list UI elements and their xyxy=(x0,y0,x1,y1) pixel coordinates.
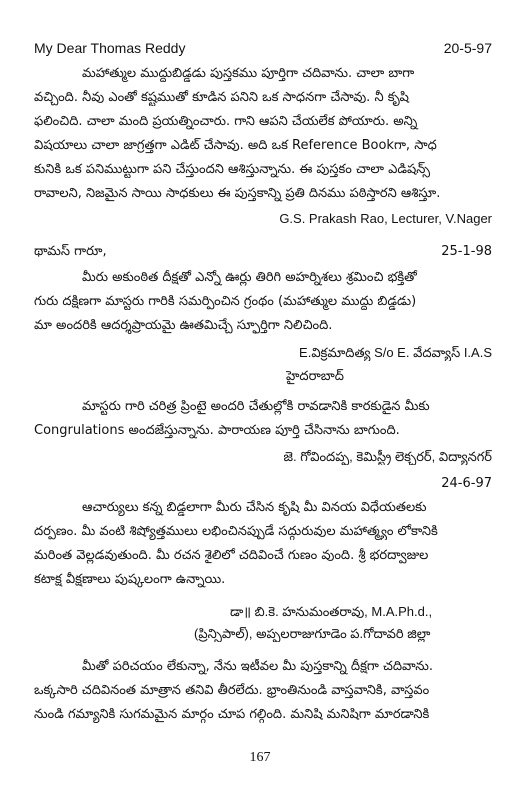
letter1-line-5: కునికి ఒక పనిముట్టుగా పని చేస్తుందని ఆశిస్తున్నాను. ఈ పుస్తకం చాలా ఎడిషన్స్ xyxy=(34,162,430,177)
letter4-line-2: దర్పణం. మీ వంటి శిష్యోత్తములు లభించినప్పుడే సద్గురువుల మహాత్మ్యం లోకానికి xyxy=(34,524,438,539)
letter4-line-1: ఆచార్యులు కన్న బిడ్డలాగా మీరు చేసిన కృషి మీ వినయ విధేయతలకు xyxy=(82,500,427,515)
letter5-line-1: మీతో పరిచయం లేకున్నా, నేను ఇటీవల మీ పుస్తకాన్ని దీక్షగా చదివాను. xyxy=(82,659,433,674)
page-number: 167 xyxy=(249,750,271,765)
letter-salutation-title: My Dear Thomas Reddy xyxy=(34,40,186,56)
letter1-line-1: మహాత్ముల ముద్దుబిడ్డడు పుస్తకము పూర్తిగా చదివాను. చాలా బాగా xyxy=(82,66,415,81)
letter1-signature: G.S. Prakash Rao, Lecturer, V.Nager xyxy=(279,211,492,226)
letter2-signature-place: హైదరాబాద్ xyxy=(286,369,344,384)
letter5-line-2: ఒక్కసారి చదివినంత మాత్రాన తనివి తీరలేదు. భ్రాంతినుండి వాస్తవానికి, వాస్తవం xyxy=(34,683,430,698)
letter1-line-6: రావాలని, నిజమైన సాయి సాధకులు ఈ పుస్తకాన్ని ప్రతి దినము పఠిస్తారని ఆశిస్తూ. xyxy=(34,186,441,201)
letter4-date: 24-6-97 xyxy=(441,476,492,491)
letter4-signature-title: (ప్రిన్సిపాల్), అప్పలరాజుగూడెం ప.గోదావరి జిల్లా xyxy=(194,626,431,641)
letter4-line-3: మరింత వెల్లడవుతుంది. మీ రచన శైలిలో చదివించే గుణం వుంది. శ్రీ భరద్వాజుల xyxy=(34,548,429,563)
letter3-line-1: మాస్టరు గారి చరిత్ర ప్రింటై అందరి చేతుల్లోకి రావడానికి కారకుడైన మీకు xyxy=(82,399,430,414)
letter2-line-3: మా అందరికి ఆదర్శప్రాయమై ఊతమిచ్చే స్ఫూర్తిగా నిలిచింది. xyxy=(34,318,333,333)
letter1-line-4: విషయాలు చాలా జాగ్రత్తగా ఎడిట్ చేసావు. అది ఒక Reference Bookగా, సాధ xyxy=(34,138,437,153)
letter2-date: 25-1-98 xyxy=(441,244,492,259)
letter1-line-3: ఫలించిది. చాలా మంది ప్రయత్నించారు. గాని ఆపని చేయలేక పోయారు. అన్ని xyxy=(34,114,418,129)
letter4-signature: డా॥ బి.కె. హనుమంతరావు, M.A.Ph.d., xyxy=(230,604,433,619)
letter2-line-1: మీరు అకుంఠిత దీక్షతో ఎన్నో ఊర్లు తిరిగి అహర్నిశలు శ్రమించి భక్తితో xyxy=(82,270,417,285)
letter-date: 20-5-97 xyxy=(443,40,492,56)
letter3-line-2: Congrulations అందజేస్తున్నాను. పారాయణ పూర్తి చేసినాను బాగుంది. xyxy=(34,423,400,438)
page-header xyxy=(34,40,492,56)
letter1-line-2: వచ్చింది. నీవు ఎంతో కష్టముతో కూడిన పనిని ఒక సాధనగా చేసావు. నీ కృషి xyxy=(34,90,409,105)
letter4-line-4: కటాక్ష వీక్షణాలు పుష్కలంగా ఉన్నాయి. xyxy=(34,572,226,587)
letter2-salutation: థామస్ గారూ, xyxy=(34,244,107,259)
letter5-line-3: నుండి గమ్యానికి సుగమమైన మార్గం చూప గల్గింది. మనిషి మనిషిగా మారడానికి xyxy=(34,707,430,722)
letter3-signature: జె. గోవిందప్ప, కెమిస్ట్రీ లెక్చరర్, విద్యానగర్ xyxy=(283,449,492,464)
letter2-signature: E.విక్రమాదిత్య S/o E. వేదవ్యాస్ I.A.S xyxy=(299,345,492,360)
letter2-line-2: గురు దక్షిణగా మాస్టరు గారికి సమర్పించిన గ్రంథం (మహాత్ముల ముద్దు బిడ్డడు) xyxy=(34,294,417,309)
